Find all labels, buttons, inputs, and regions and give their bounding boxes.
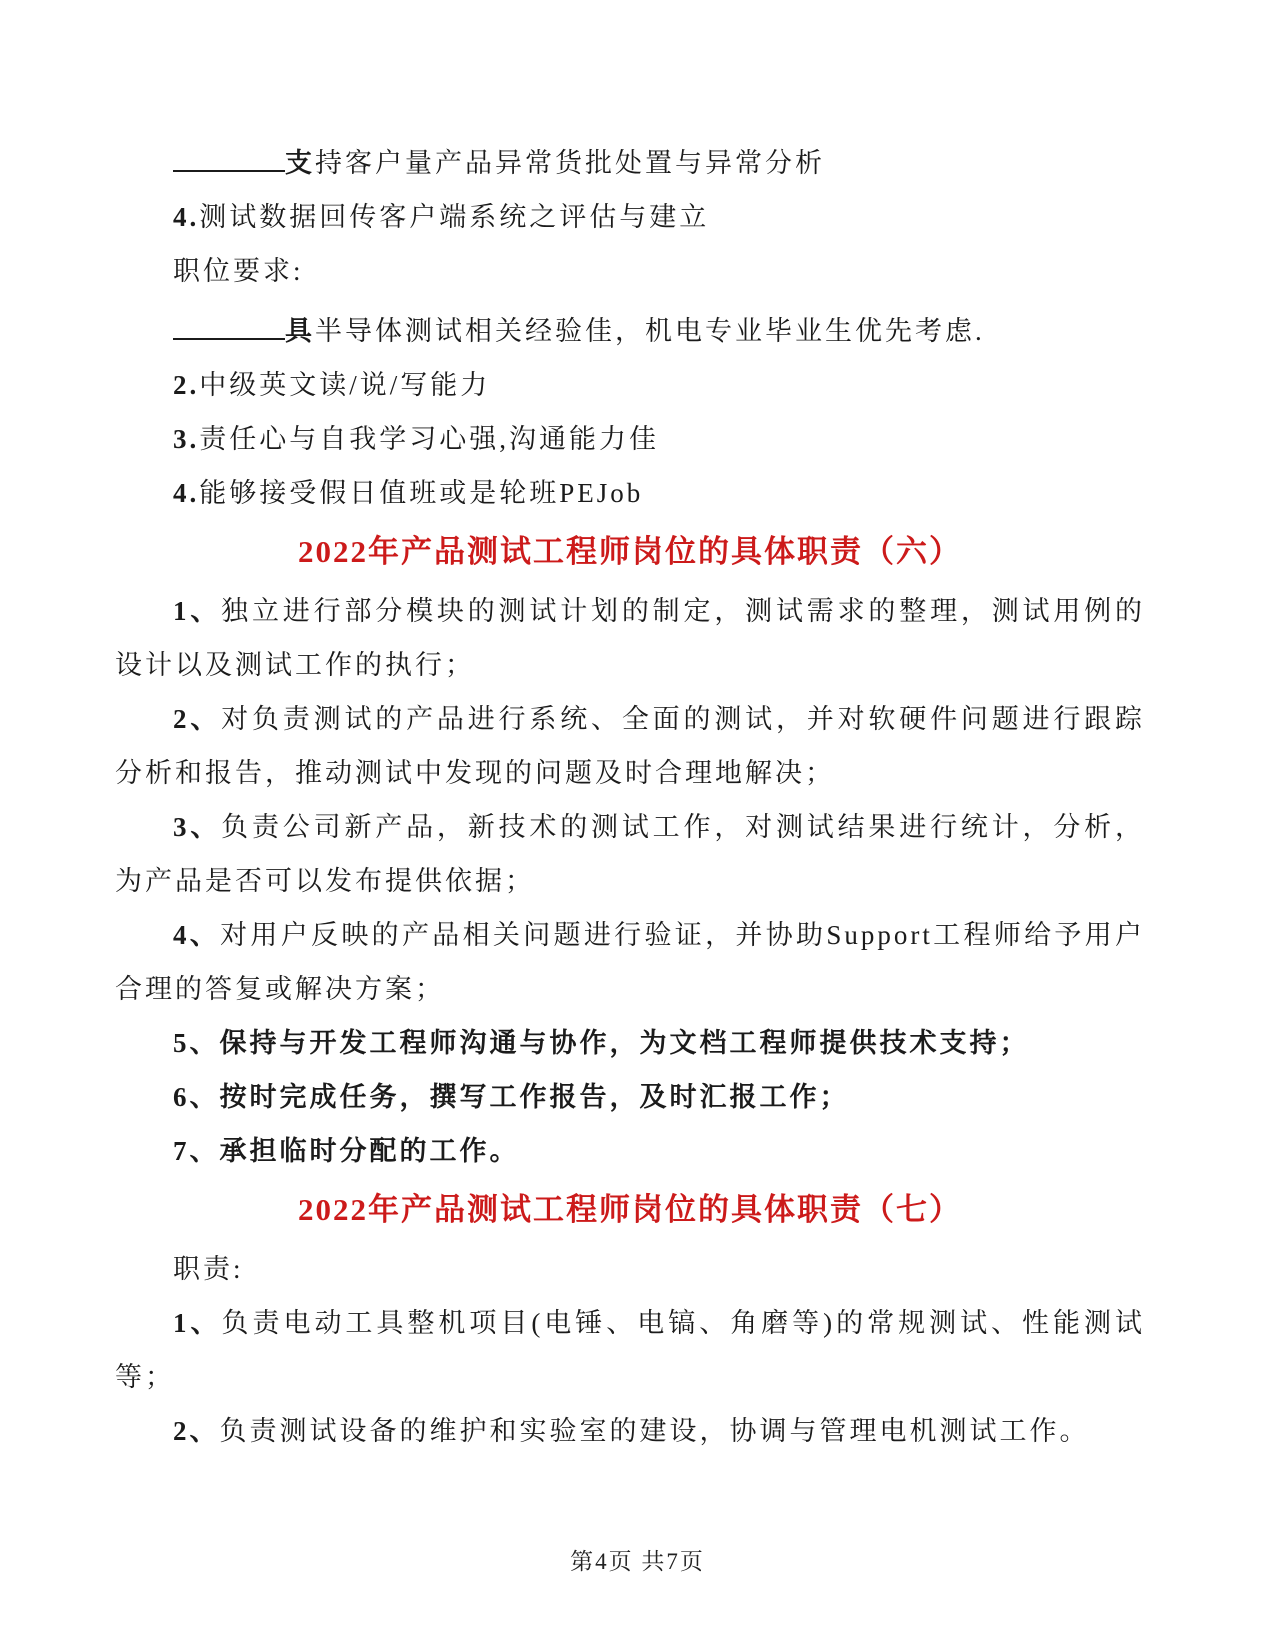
item-text: 负责电动工具整机项目(电锤、电镐、角磨等)的常规测试、性能测试等； xyxy=(115,1308,1146,1392)
requirement-line-4 xyxy=(115,466,1145,520)
item-text: 对用户反映的产品相关问题进行验证，并协助Support工程师给予用户合理的答复或解决方案； xyxy=(115,920,1145,1004)
item-text: 保持与开发工程师沟通与协作，为文档工程师提供技术支持； xyxy=(219,1028,1030,1058)
duty-item xyxy=(115,584,1145,692)
duty-item-bold xyxy=(115,1016,1145,1070)
line-text: 责任心与自我学习心强,沟通能力佳 xyxy=(199,424,659,454)
line-text: 能够接受假日值班或是轮班PEJob xyxy=(199,478,644,508)
line-text: 半导体测试相关经验佳，机电专业毕业生优先考虑. xyxy=(315,316,985,346)
item-number: 1、 xyxy=(173,596,222,626)
item-number: 4. xyxy=(173,478,200,508)
underline-blank xyxy=(173,298,285,340)
duty-item-bold xyxy=(115,1070,1145,1124)
duty-item-bold xyxy=(115,1124,1145,1178)
item-text: 负责公司新产品，新技术的测试工作，对测试结果进行统计，分析，为产品是否可以发布提供依据； xyxy=(115,812,1146,896)
item-number: 5、 xyxy=(173,1028,220,1058)
page-footer xyxy=(0,1545,1275,1579)
line-text: 持客户量产品异常货批处置与异常分析 xyxy=(315,148,825,178)
item-number: 7、 xyxy=(173,1136,220,1166)
duty-item xyxy=(115,1404,1145,1458)
item-text: 负责测试设备的维护和实验室的建设，协调与管理电机测试工作。 xyxy=(219,1416,1090,1446)
page-number-text: 第4页 共7页 xyxy=(570,1549,705,1574)
item-number: 6、 xyxy=(173,1082,220,1112)
lead-char: 具 xyxy=(285,316,315,346)
lead-char: 支 xyxy=(285,148,315,178)
requirement-line-2 xyxy=(115,358,1145,412)
requirements-label xyxy=(115,244,1145,298)
item-text: 独立进行部分模块的测试计划的制定，测试需求的整理，测试用例的设计以及测试工作的执行； xyxy=(115,596,1146,680)
duty-item xyxy=(115,800,1145,908)
line-text: 测试数据回传客户端系统之评估与建立 xyxy=(199,202,710,232)
duty-item xyxy=(115,692,1145,800)
requirement-line-1 xyxy=(115,298,1145,358)
item-number: 2. xyxy=(173,370,200,400)
item-number: 4、 xyxy=(173,920,221,950)
item-number: 3、 xyxy=(173,812,222,842)
line-text: 中级英文读/说/写能力 xyxy=(199,370,491,400)
duties-label xyxy=(115,1242,1145,1296)
item-number: 2、 xyxy=(173,704,222,734)
section-heading-6: 2022年产品测试工程师岗位的具体职责（六） xyxy=(298,534,962,569)
item-number: 1、 xyxy=(173,1308,222,1338)
line-text: 职位要求: xyxy=(173,256,304,286)
requirement-line-3 xyxy=(115,412,1145,466)
duty-item xyxy=(115,908,1145,1016)
item-text: 按时完成任务，撰写工作报告，及时汇报工作； xyxy=(219,1082,850,1112)
intro-line-support xyxy=(115,130,1145,190)
underline-blank xyxy=(173,130,285,172)
line-text: 职责: xyxy=(173,1254,244,1284)
section-heading-7: 2022年产品测试工程师岗位的具体职责（七） xyxy=(298,1192,962,1227)
duty-item xyxy=(115,1296,1145,1404)
item-text: 对负责测试的产品进行系统、全面的测试，并对软硬件问题进行跟踪分析和报告，推动测试中发现的问题及时合理地解决； xyxy=(115,704,1146,788)
item-number: 3. xyxy=(173,424,200,454)
item-number: 4. xyxy=(173,202,200,232)
intro-line-item4 xyxy=(115,190,1145,244)
item-number: 2、 xyxy=(173,1416,220,1446)
item-text: 承担临时分配的工作。 xyxy=(219,1136,520,1166)
